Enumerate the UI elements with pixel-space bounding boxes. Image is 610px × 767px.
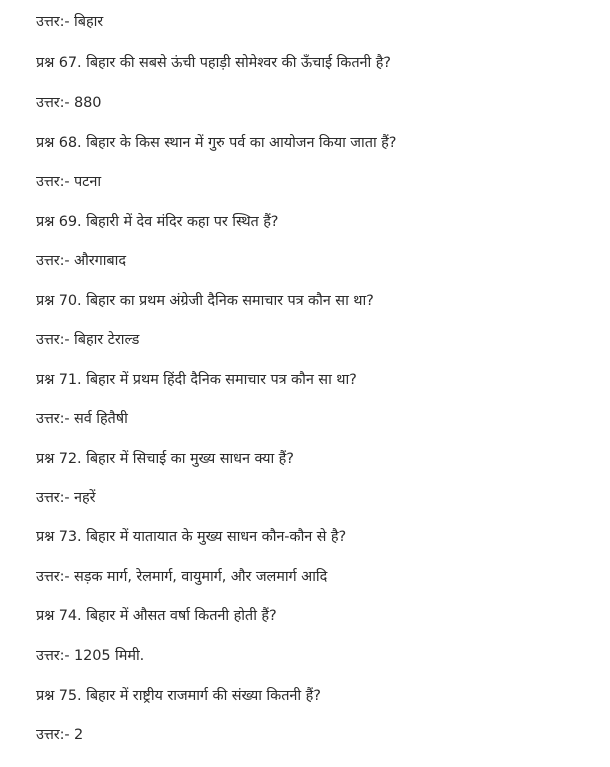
- answer-73: उत्तर:- सड़क मार्ग, रेलमार्ग, वायुमार्ग, और जलमार्ग आदि: [36, 569, 328, 585]
- question-73: प्रश्न 73. बिहार में यातायात के मुख्य साधन कौन-कौन से है?: [36, 529, 347, 545]
- answer-70: उत्तर:- बिहार टेराल्ड: [36, 332, 140, 348]
- answer-72: उत्तर:- नहरें: [36, 490, 96, 506]
- answer-67: उत्तर:- 880: [36, 95, 102, 111]
- question-75: प्रश्न 75. बिहार में राष्ट्रीय राजमार्ग की संख्या कितनी हैं?: [36, 688, 321, 704]
- question-74: प्रश्न 74. बिहार में औसत वर्षा कितनी होती हैं?: [36, 608, 277, 624]
- answer-75: उत्तर:- 2: [36, 727, 84, 743]
- question-70: प्रश्न 70. बिहार का प्रथम अंग्रेजी दैनिक समाचार पत्र कौन सा था?: [36, 293, 374, 309]
- answer-74: उत्तर:- 1205 मिमी.: [36, 648, 145, 664]
- answer-66: उत्तर:- बिहार: [36, 14, 104, 30]
- answer-69: उत्तर:- औरगाबाद: [36, 253, 126, 269]
- answer-71: उत्तर:- सर्व हितैषी: [36, 411, 128, 427]
- answer-68: उत्तर:- पटना: [36, 174, 102, 190]
- question-69: प्रश्न 69. बिहारी में देव मंदिर कहा पर स्थित हैं?: [36, 214, 279, 230]
- question-72: प्रश्न 72. बिहार में सिचाई का मुख्य साधन क्या हैं?: [36, 451, 294, 467]
- question-67: प्रश्न 67. बिहार की सबसे ऊंची पहाड़ी सोमेश्वर की ऊँचाई कितनी है?: [36, 55, 391, 71]
- question-68: प्रश्न 68. बिहार के किस स्थान में गुरु पर्व का आयोजन किया जाता हैं?: [36, 135, 397, 151]
- question-71: प्रश्न 71. बिहार में प्रथम हिंदी दैनिक समाचार पत्र कौन सा था?: [36, 372, 357, 388]
